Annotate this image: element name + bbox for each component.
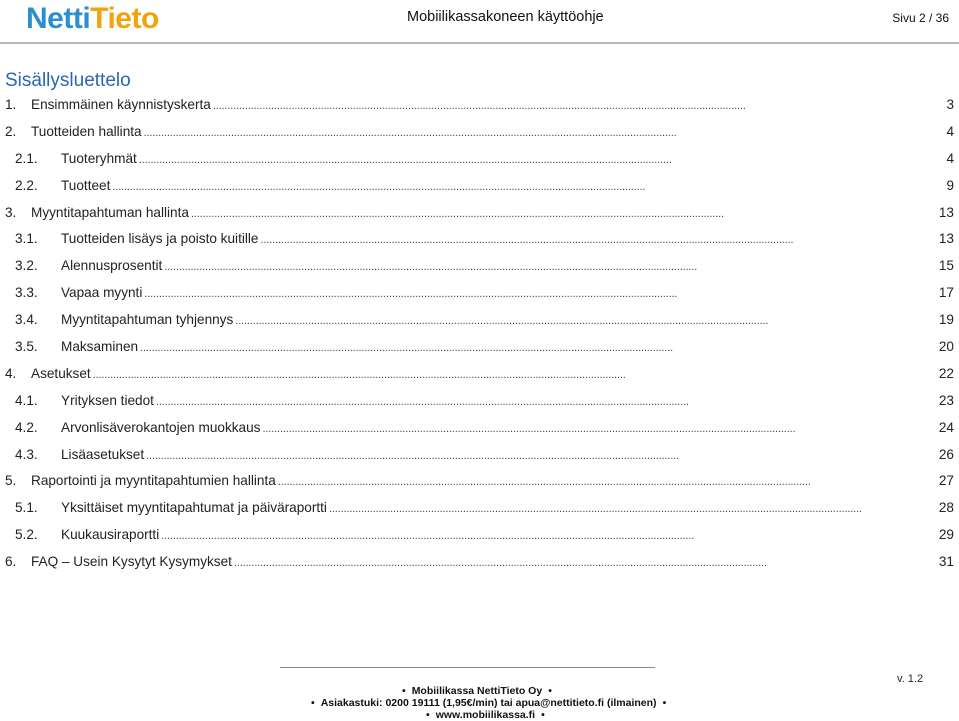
toc-dot-leader	[144, 285, 937, 300]
toc-entry[interactable]	[5, 285, 954, 312]
footer-line-website	[420, 709, 551, 721]
toc-entry-page: 28	[938, 500, 954, 516]
toc-entry-page: 24	[938, 419, 954, 435]
toc-entry-number: 5.	[5, 473, 17, 489]
toc-entry-label: FAQ – Usein Kysytyt Kysymykset	[31, 554, 232, 570]
toc-entry-page: 26	[938, 446, 954, 462]
toc-entry-label: Yrityksen tiedot	[61, 392, 154, 408]
toc-entry[interactable]	[5, 178, 954, 205]
toc-dot-leader	[278, 473, 937, 488]
toc-entry-number: 2.	[5, 123, 17, 139]
toc-entry-number: 3.	[5, 204, 17, 220]
toc-dot-leader	[262, 420, 936, 435]
version-label: v. 1.2	[897, 673, 924, 685]
footer-line-support-text: • Asiakastuki: 0200 19111 (1,95€/min) tai apua@nettitieto.fi (ilmainen) •	[305, 697, 672, 709]
logo-text-tieto: Tieto	[90, 2, 159, 35]
footer-line-company-text: • Mobiilikassa NettiTieto Oy •	[396, 685, 558, 697]
toc-entry[interactable]	[5, 527, 954, 554]
toc-dot-leader	[234, 554, 937, 569]
toc-entry-label: Alennusprosentit	[61, 258, 163, 274]
toc-entry-page: 20	[938, 339, 954, 355]
toc-entry-page: 4	[946, 123, 954, 139]
toc-entry-number: 1.	[5, 97, 17, 112]
toc-entry-label: Yksittäiset myyntitapahtumat ja päiväraportti	[61, 500, 327, 516]
toc-entry-number: 4.2.	[15, 419, 38, 435]
logo-text-netti: Netti	[26, 2, 91, 35]
toc-entry-number: 4.3.	[15, 446, 38, 462]
page-number: Sivu 2 / 36	[892, 11, 949, 25]
toc-entry-label: Lisäasetukset	[61, 446, 145, 462]
toc-entry-number: 3.2.	[15, 258, 38, 274]
toc-entry[interactable]	[5, 473, 954, 500]
toc-dot-leader	[140, 339, 937, 354]
toc-dot-leader	[146, 447, 937, 462]
toc-entry-label: Tuotteiden hallinta	[31, 123, 142, 139]
toc-entry-label: Ensimmäinen käynnistyskerta	[31, 97, 211, 112]
nettitieto-logo	[26, 2, 159, 36]
toc-entry-number: 3.4.	[15, 312, 38, 328]
toc-entry-number: 6.	[5, 554, 17, 570]
toc-entry[interactable]	[5, 554, 954, 581]
toc-entry-label: Tuoteryhmät	[61, 150, 137, 166]
toc-entry[interactable]	[5, 231, 954, 258]
toc-entry-number: 3.3.	[15, 285, 38, 301]
toc-entry-page: 13	[938, 231, 954, 247]
toc-dot-leader	[112, 178, 940, 193]
toc-entry-label: Vapaa myynti	[61, 285, 143, 301]
document-title: Mobiilikassakoneen käyttöohje	[407, 9, 604, 25]
toc-entry-number: 3.5.	[15, 339, 38, 355]
toc-dot-leader	[329, 500, 937, 515]
footer-line-website-text: • www.mobiilikassa.fi •	[420, 709, 551, 721]
toc-entry-number: 4.1.	[15, 392, 38, 408]
toc-entry[interactable]	[5, 447, 954, 474]
toc-heading: Sisällysluettelo	[5, 70, 131, 91]
toc-entry-number: 2.2.	[15, 177, 38, 193]
toc-dot-leader	[260, 231, 936, 246]
toc-entry-page: 29	[938, 527, 954, 543]
toc-dot-leader	[161, 527, 937, 542]
toc-entry[interactable]	[5, 205, 954, 232]
toc-entry-page: 27	[938, 473, 954, 489]
footer-divider	[280, 667, 655, 668]
toc-entry-label: Asetukset	[31, 365, 91, 381]
toc-entry-page: 13	[938, 204, 954, 220]
toc-dot-leader	[139, 151, 940, 166]
toc-entry[interactable]	[5, 393, 954, 420]
header-divider	[0, 42, 959, 44]
toc-entry[interactable]	[5, 339, 954, 366]
toc-dot-leader	[93, 366, 937, 381]
toc-entry-number: 5.2.	[15, 527, 38, 543]
toc-dot-leader	[191, 205, 937, 220]
toc-entry-page: 31	[938, 554, 954, 570]
toc-entry-number: 3.1.	[15, 231, 38, 247]
toc-entry[interactable]	[5, 151, 954, 178]
toc-entry-number: 2.1.	[15, 150, 38, 166]
toc-entry-page: 3	[946, 97, 954, 112]
footer-line-company	[396, 685, 558, 697]
toc-entry-page: 19	[938, 312, 954, 328]
toc-entry-page: 9	[946, 177, 954, 193]
toc-dot-leader	[235, 312, 937, 327]
toc-entry[interactable]	[5, 312, 954, 339]
footer-line-support	[305, 697, 672, 709]
toc-entry-number: 5.1.	[15, 500, 38, 516]
toc-entry[interactable]	[5, 124, 954, 151]
toc-entry[interactable]	[5, 258, 954, 285]
toc-entry-label: Myyntitapahtuman tyhjennys	[61, 312, 234, 328]
toc-entry-label: Maksaminen	[61, 339, 139, 355]
toc-entry-label: Tuotteiden lisäys ja poisto kuitille	[61, 231, 259, 247]
toc-entry-page: 4	[946, 150, 954, 166]
toc-entry-page: 17	[938, 285, 954, 301]
toc-entry[interactable]	[5, 420, 954, 447]
toc-entry-label: Tuotteet	[61, 177, 111, 193]
toc-entry-number: 4.	[5, 365, 17, 381]
toc-entry-label: Raportointi ja myyntitapahtumien hallinta	[31, 473, 276, 489]
toc-entry-page: 15	[938, 258, 954, 274]
table-of-contents	[5, 97, 954, 581]
toc-entry-page: 23	[938, 392, 954, 408]
toc-entry[interactable]	[5, 500, 954, 527]
toc-dot-leader	[156, 393, 937, 408]
toc-dot-leader	[164, 258, 937, 273]
toc-entry[interactable]	[5, 366, 954, 393]
toc-entry[interactable]	[5, 97, 954, 124]
toc-entry-label: Myyntitapahtuman hallinta	[31, 204, 189, 220]
toc-entry-label: Arvonlisäverokantojen muokkaus	[61, 419, 261, 435]
toc-entry-label: Kuukausiraportti	[61, 527, 160, 543]
toc-dot-leader	[144, 124, 940, 139]
toc-dot-leader	[213, 97, 940, 112]
toc-entry-page: 22	[938, 365, 954, 381]
